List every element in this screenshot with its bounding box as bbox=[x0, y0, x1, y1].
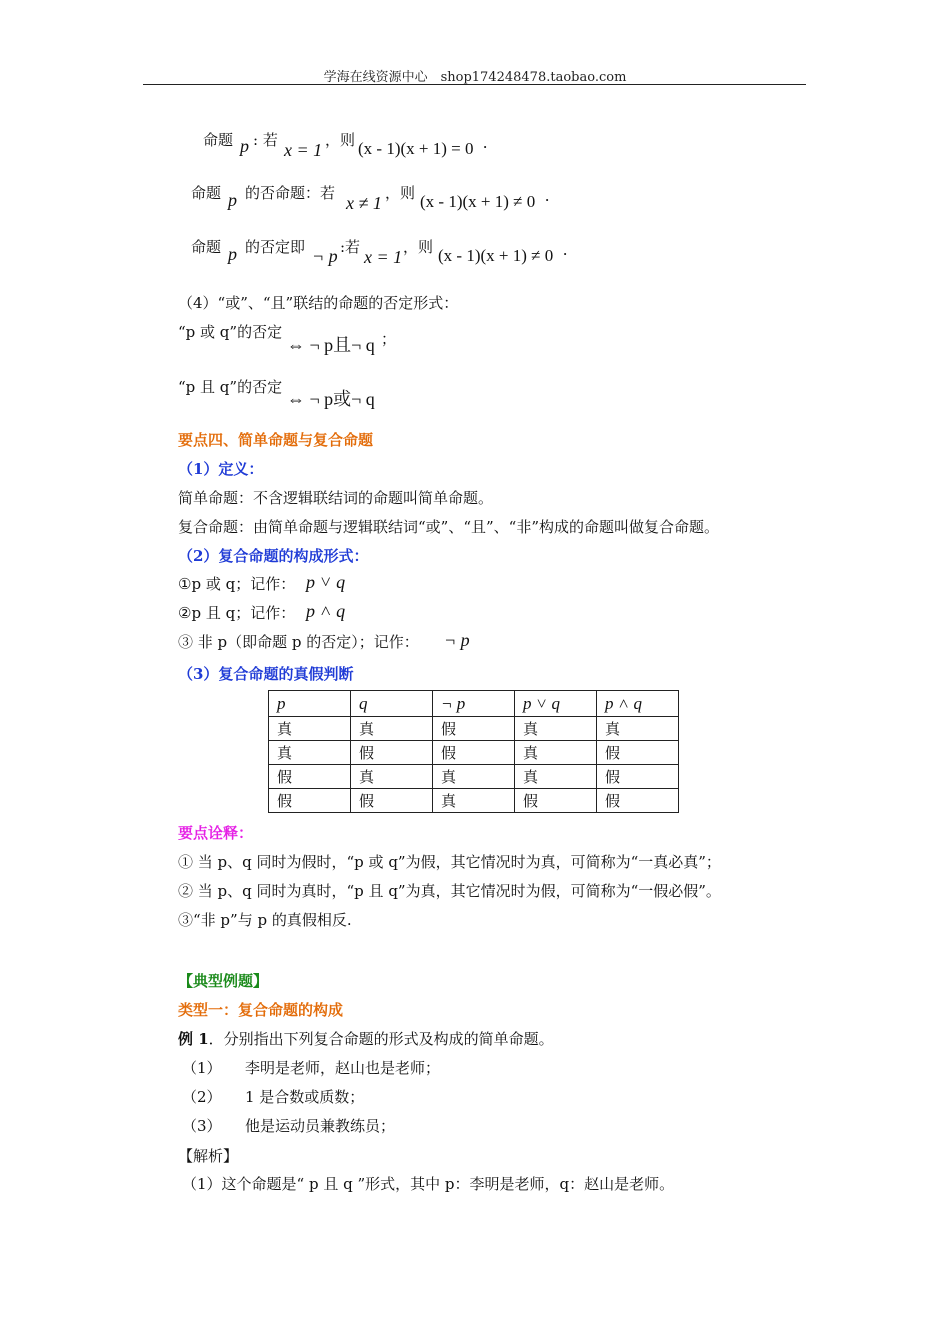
formula3-conclusion: (x - 1)(x + 1) ≠ 0 bbox=[438, 246, 554, 265]
truth-table-header-row bbox=[269, 691, 679, 717]
table-cell: 假 bbox=[269, 789, 351, 813]
header-divider bbox=[143, 84, 806, 85]
compound-proposition-definition: 复合命题：由简单命题与逻辑联结词“或”、“且”、“非”构成的命题叫做复合命题。 bbox=[178, 518, 720, 536]
header-cell: p ˅ q bbox=[515, 691, 597, 717]
formula2-ze: ，则 bbox=[385, 184, 416, 202]
note-1: ① 当 p、q 同时为假时，“p 或 q”为假，其它情况时为真，可简称为“一真必真”； bbox=[178, 853, 721, 871]
header-cell: p bbox=[269, 691, 351, 717]
formula3-p: p bbox=[228, 244, 237, 264]
table-cell: 真 bbox=[515, 765, 597, 789]
definition-heading: （1）定义： bbox=[178, 460, 264, 478]
form-or-math: p ˅ q bbox=[306, 572, 346, 592]
table-cell: 真 bbox=[597, 717, 679, 741]
formula3-dot: . bbox=[563, 240, 568, 259]
example-item-text: 他是运动员兼教练员； bbox=[245, 1117, 396, 1135]
header-cell: ¬ p bbox=[433, 691, 515, 717]
example-item-text: 李明是老师，赵山也是老师； bbox=[245, 1059, 441, 1077]
example-item-number: （3） bbox=[182, 1117, 222, 1135]
header-cell: p ˄ q bbox=[597, 691, 679, 717]
table-cell: 真 bbox=[351, 717, 433, 741]
formula3-ze: ，则 bbox=[403, 238, 434, 256]
table-cell: 假 bbox=[351, 741, 433, 765]
formula1-condition: x = 1 bbox=[284, 140, 323, 160]
notes-heading: 要点诠释： bbox=[178, 824, 254, 842]
formula1-ze: ，则 bbox=[325, 131, 356, 149]
table-row bbox=[269, 765, 679, 789]
example-item-number: （2） bbox=[182, 1088, 222, 1106]
or-negation-expression: ⇔ ¬ p且¬ q bbox=[287, 335, 375, 355]
formula1-conclusion: (x - 1)(x + 1) = 0 bbox=[358, 139, 474, 158]
example-item-number: （1） bbox=[182, 1059, 222, 1077]
table-cell: 假 bbox=[597, 789, 679, 813]
forms-heading: （2）复合命题的构成形式： bbox=[178, 547, 369, 565]
table-cell: 真 bbox=[269, 717, 351, 741]
formula3-ruo: :若 bbox=[340, 238, 361, 256]
formula2-mid: 的否命题：若 bbox=[245, 184, 336, 202]
or-negation-label: “p 或 q”的否定 bbox=[178, 323, 283, 341]
example1-text bbox=[178, 1028, 554, 1049]
formula1-p: p bbox=[240, 136, 249, 156]
type1-heading: 类型一：复合命题的构成 bbox=[178, 1001, 344, 1019]
page-header: 学海在线资源中心 shop174248478.taobao.com bbox=[323, 70, 627, 85]
table-cell: 假 bbox=[351, 789, 433, 813]
formula2-condition: x ≠ 1 bbox=[346, 193, 382, 213]
formula3-prefix: 命题 bbox=[191, 238, 222, 256]
form-and-label: ②p 且 q；记作： bbox=[178, 604, 296, 622]
simple-proposition-definition: 简单命题：不含逻辑联结词的命题叫简单命题。 bbox=[178, 489, 494, 507]
truth-table-heading: （3）复合命题的真假判断 bbox=[178, 665, 354, 683]
and-negation-label: “p 且 q”的否定 bbox=[178, 378, 283, 396]
form-not-math: ¬ p bbox=[444, 630, 470, 650]
table-row bbox=[269, 717, 679, 741]
table-row bbox=[269, 741, 679, 765]
formula2-p: p bbox=[228, 190, 237, 210]
table-cell: 真 bbox=[515, 741, 597, 765]
section4-title: 要点四、简单命题与复合命题 bbox=[178, 431, 374, 449]
formula2-dot: . bbox=[545, 186, 550, 205]
form-and-math: p ˄ q bbox=[306, 601, 346, 621]
formula1-dot: . bbox=[483, 133, 488, 152]
table-cell: 真 bbox=[433, 765, 515, 789]
analysis-heading: 【解析】 bbox=[178, 1147, 239, 1165]
formula1-prefix: 命题 bbox=[203, 131, 234, 149]
negation-heading: （4）“或”、“且”联结的命题的否定形式： bbox=[178, 294, 459, 312]
table-cell: 假 bbox=[433, 741, 515, 765]
example1-label: 例 1 bbox=[178, 1030, 209, 1048]
formula3-mid: 的否定即 bbox=[245, 238, 306, 256]
table-cell: 真 bbox=[351, 765, 433, 789]
analysis-answer-1: （1）这个命题是“ p 且 q ”形式，其中 p：李明是老师，q：赵山是老师。 bbox=[182, 1175, 675, 1193]
formula3-condition: x = 1 bbox=[364, 247, 403, 267]
form-or-label: ①p 或 q；记作： bbox=[178, 575, 296, 593]
form-not-label: ③ 非 p（即命题 p 的否定）；记作： bbox=[178, 633, 419, 651]
example-item-text: 1 是合数或质数； bbox=[245, 1088, 365, 1106]
table-cell: 真 bbox=[515, 717, 597, 741]
and-negation-expression: ⇔ ¬ p或¬ q bbox=[287, 389, 375, 409]
note-2: ② 当 p、q 同时为真时，“p 且 q”为真，其它情况时为假，可简称为“一假必假”。 bbox=[178, 882, 721, 900]
truth-table bbox=[268, 690, 679, 813]
table-cell: 假 bbox=[269, 765, 351, 789]
table-cell: 假 bbox=[597, 765, 679, 789]
table-row bbox=[269, 789, 679, 813]
formula2-prefix: 命题 bbox=[191, 184, 222, 202]
table-cell: 假 bbox=[433, 717, 515, 741]
formula2-conclusion: (x - 1)(x + 1) ≠ 0 bbox=[420, 192, 536, 211]
table-cell: 真 bbox=[269, 741, 351, 765]
header-cell: q bbox=[351, 691, 433, 717]
table-cell: 假 bbox=[597, 741, 679, 765]
example1-description: ．分别指出下列复合命题的形式及构成的简单命题。 bbox=[208, 1030, 554, 1048]
formula1-ruo: : 若 bbox=[253, 131, 278, 149]
note-3: ③“非 p”与 p 的真假相反. bbox=[178, 911, 352, 929]
table-cell: 假 bbox=[515, 789, 597, 813]
examples-heading: 【典型例题】 bbox=[178, 972, 269, 990]
or-negation-end: ； bbox=[381, 330, 397, 348]
formula3-neg-p: ¬ p bbox=[312, 246, 338, 266]
table-cell: 真 bbox=[433, 789, 515, 813]
